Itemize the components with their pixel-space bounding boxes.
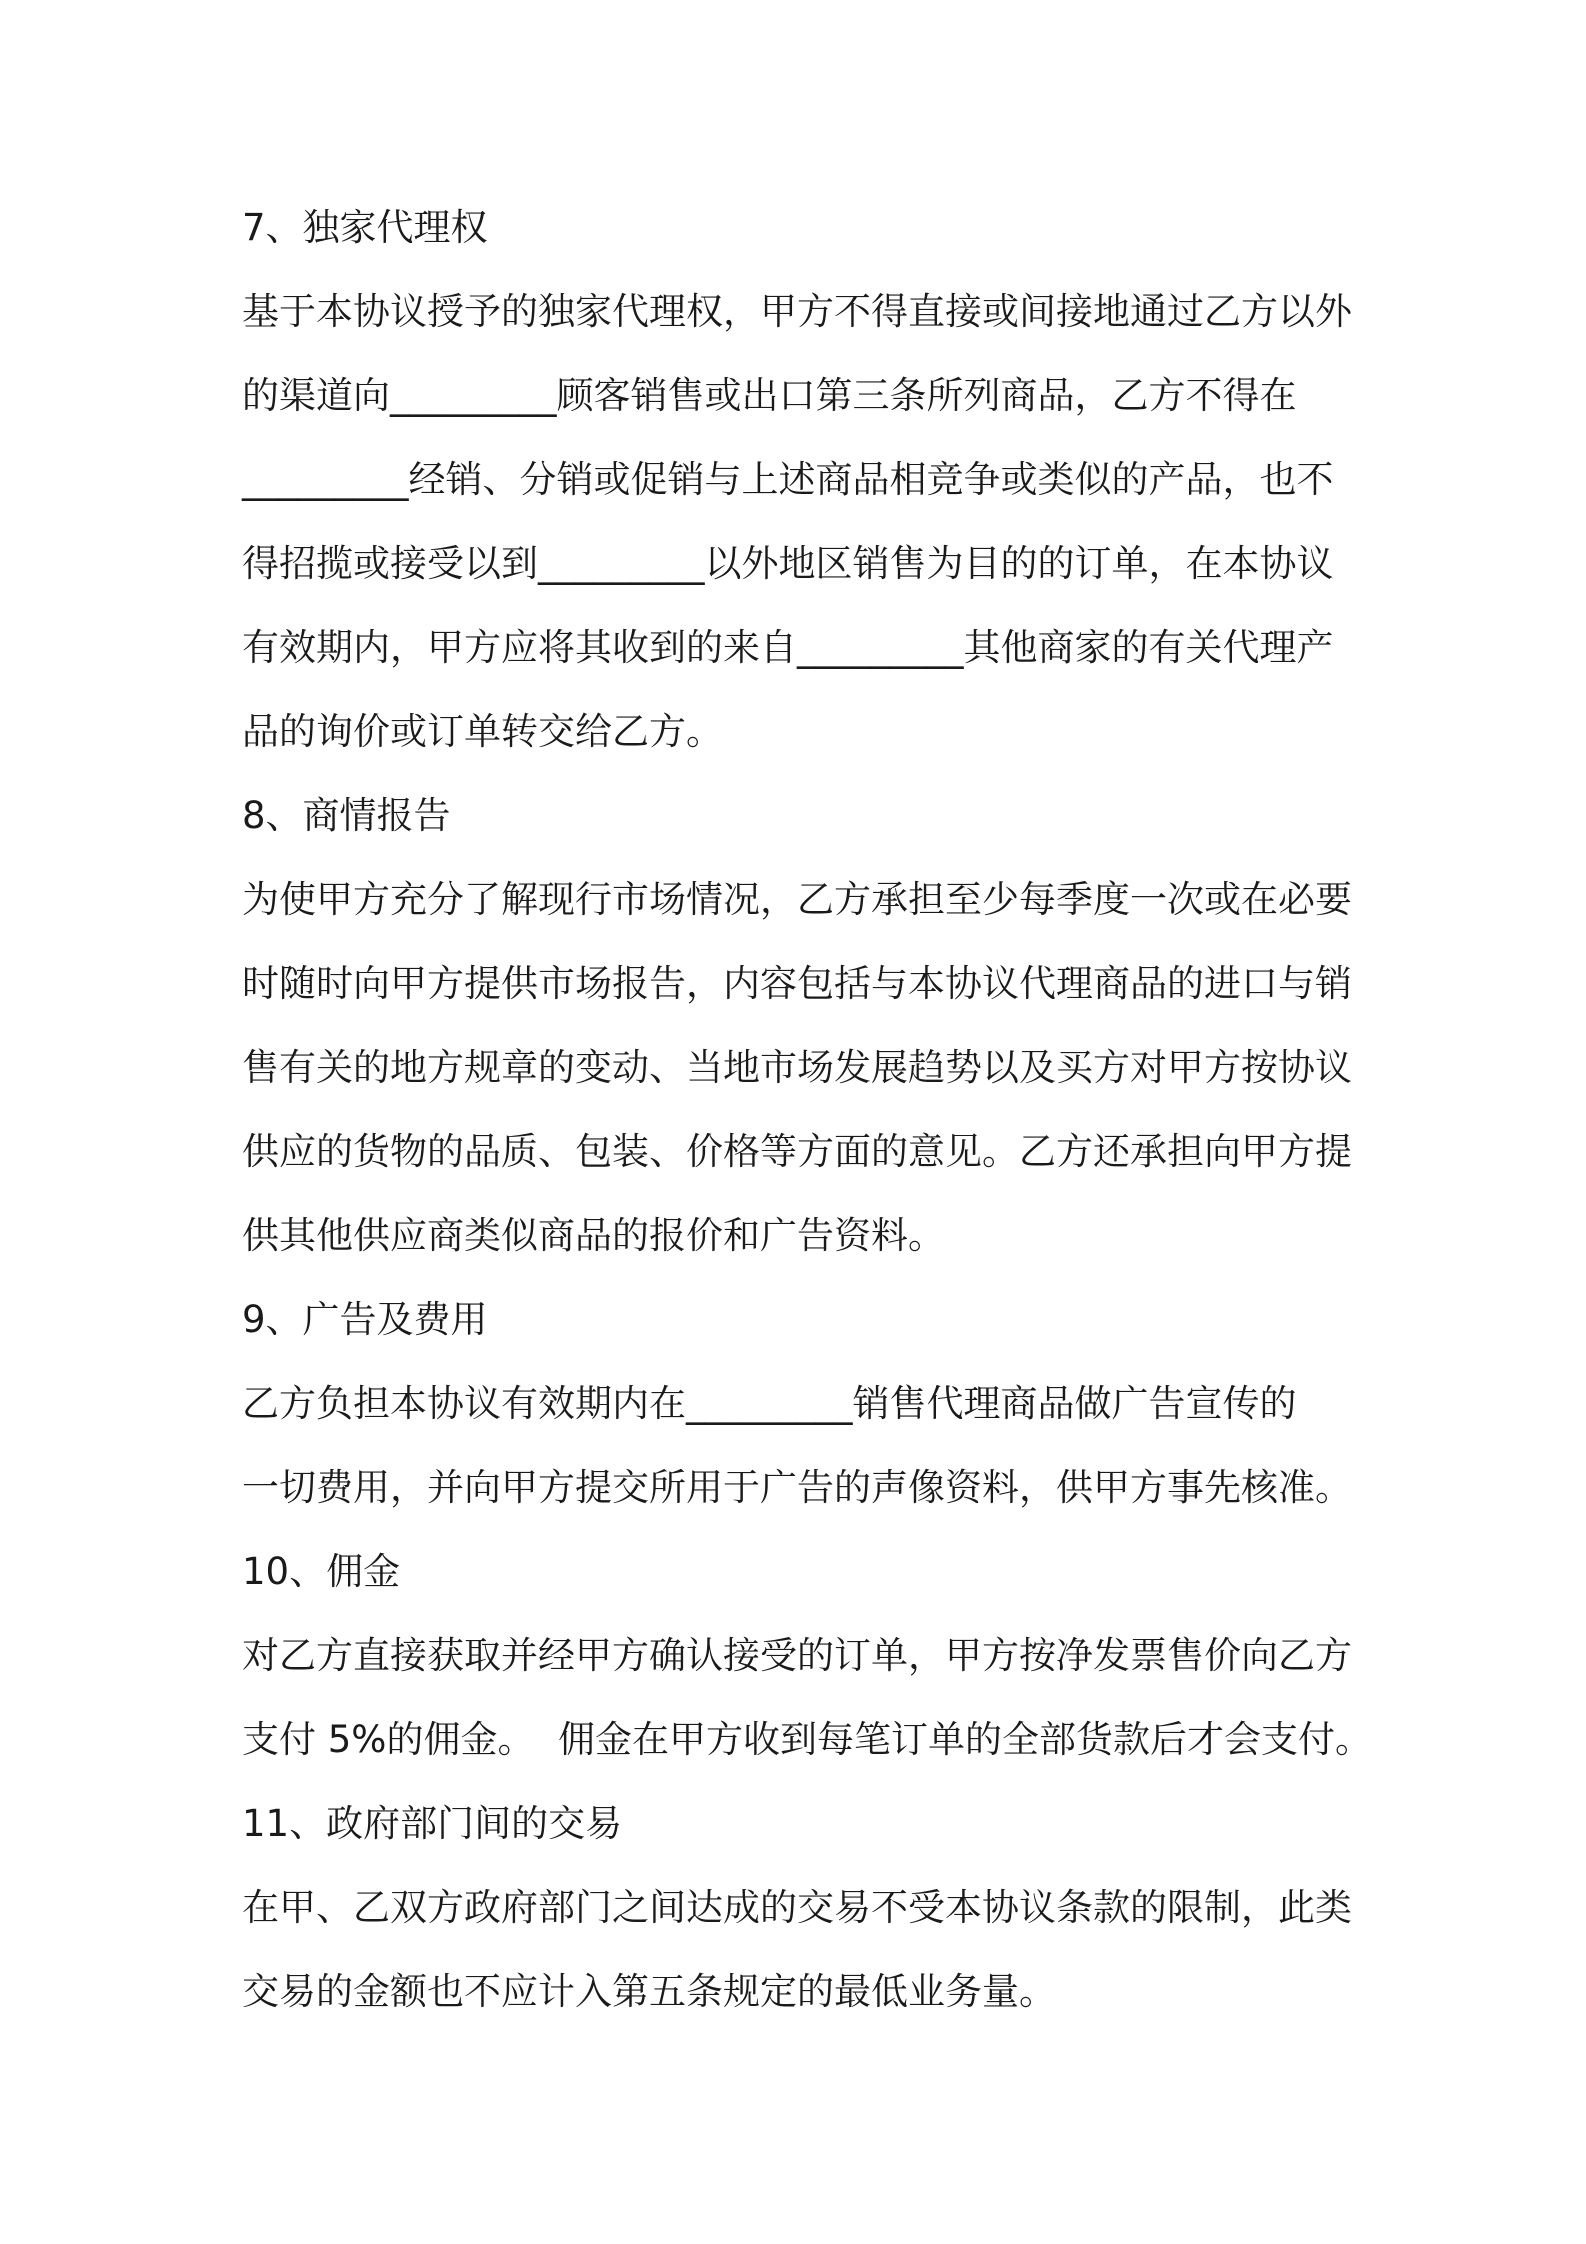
paragraph-line: 一切费用，并向甲方提交所用于广告的声像资料，供甲方事先核准。 [242,1466,1352,1509]
paragraph-line: 售有关的地方规章的变动、当地市场发展趋势以及买方对甲方按协议 [242,1046,1352,1089]
paragraph-line: 的渠道向_________顾客销售或出口第三条所列商品，乙方不得在 [242,374,1297,417]
paragraph-line: 供其他供应商类似商品的报价和广告资料。 [242,1214,945,1257]
paragraph-line: 对乙方直接获取并经甲方确认接受的订单，甲方按净发票售价向乙方 [242,1634,1352,1677]
paragraph-line: 有效期内，甲方应将其收到的来自_________其他商家的有关代理产 [242,626,1334,669]
paragraph-line: 为使甲方充分了解现行市场情况，乙方承担至少每季度一次或在必要 [242,878,1352,921]
paragraph-line: 支付 5%的佣金。 佣金在甲方收到每笔订单的全部货款后才会支付。 [242,1718,1372,1761]
section-heading-government-transactions: 11、政府部门间的交易 [242,1802,623,1845]
paragraph-line: _________经销、分销或促销与上述商品相竞争或类似的产品，也不 [242,458,1334,501]
section-heading-exclusive-agency: 7、独家代理权 [242,206,488,249]
paragraph-line: 基于本协议授予的独家代理权，甲方不得直接或间接地通过乙方以外 [242,290,1352,333]
paragraph-line: 乙方负担本协议有效期内在_________销售代理商品做广告宣传的 [242,1382,1297,1425]
paragraph-line: 时随时向甲方提供市场报告，内容包括与本协议代理商品的进口与销 [242,962,1352,1005]
section-heading-market-report: 8、商情报告 [242,794,451,837]
section-heading-advertising-costs: 9、广告及费用 [242,1298,488,1341]
paragraph-line: 在甲、乙双方政府部门之间达成的交易不受本协议条款的限制，此类 [242,1886,1352,1929]
paragraph-line: 交易的金额也不应计入第五条规定的最低业务量。 [242,1970,1056,2013]
paragraph-line: 供应的货物的品质、包装、价格等方面的意见。乙方还承担向甲方提 [242,1130,1352,1173]
paragraph-line: 品的询价或订单转交给乙方。 [242,710,723,753]
paragraph-line: 得招揽或接受以到_________以外地区销售为目的的订单，在本协议 [242,542,1334,585]
section-heading-commission: 10、佣金 [242,1550,401,1593]
document-body [242,186,1392,2034]
